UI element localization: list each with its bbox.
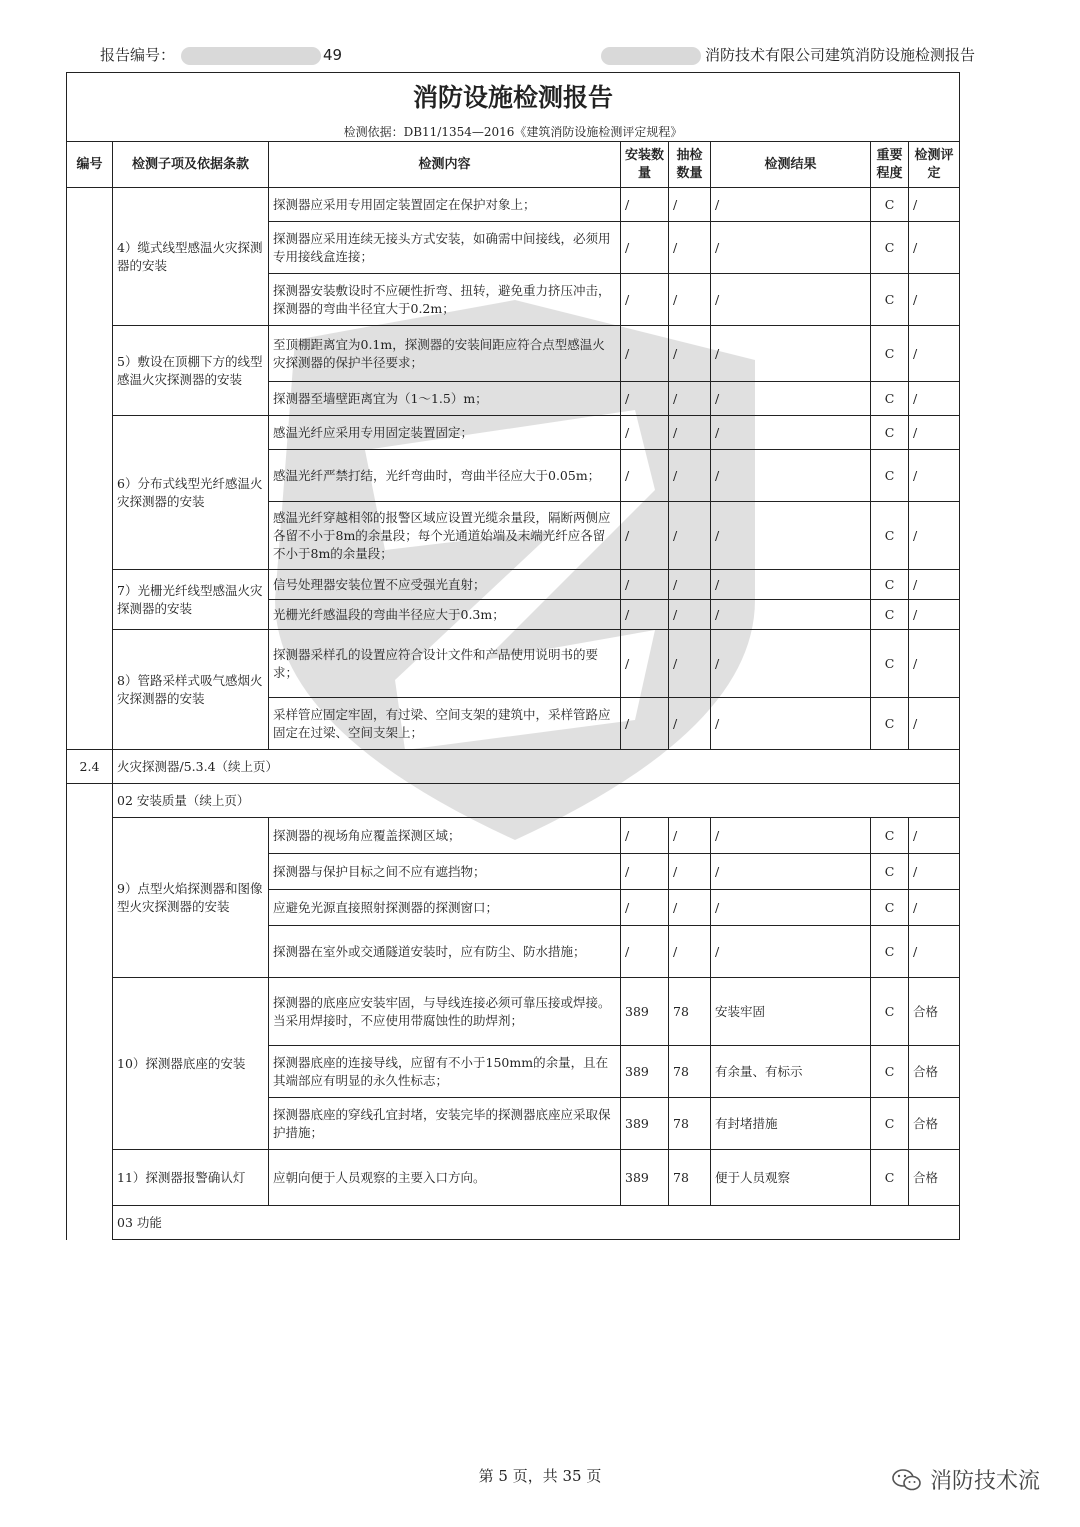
sample-qty-cell: / bbox=[669, 222, 711, 274]
groups2-body bbox=[67, 818, 960, 1206]
result-cell: / bbox=[711, 698, 871, 750]
result-cell: / bbox=[711, 274, 871, 326]
group-label: 6）分布式线型光纤感温火灾探测器的安装 bbox=[113, 416, 269, 570]
importance-cell: C bbox=[871, 416, 909, 450]
table-header-row bbox=[67, 142, 960, 188]
importance-cell: C bbox=[871, 818, 909, 854]
content-cell: 探测器的视场角应覆盖探测区域； bbox=[269, 818, 621, 854]
section-row bbox=[67, 750, 960, 784]
company-title bbox=[601, 44, 975, 65]
install-qty-cell: / bbox=[621, 926, 669, 978]
rating-cell: 合格 bbox=[909, 1150, 960, 1206]
col-header-result: 检测结果 bbox=[711, 142, 871, 188]
importance-cell: C bbox=[871, 382, 909, 416]
importance-cell: C bbox=[871, 890, 909, 926]
rating-cell: / bbox=[909, 188, 960, 222]
install-qty-cell: 389 bbox=[621, 1046, 669, 1098]
importance-cell: C bbox=[871, 450, 909, 502]
blank-cell bbox=[67, 818, 113, 1206]
rating-cell: / bbox=[909, 570, 960, 600]
group-label: 7）光栅光纤线型感温火灾探测器的安装 bbox=[113, 570, 269, 630]
content-cell: 应朝向便于人员观察的主要入口方向。 bbox=[269, 1150, 621, 1206]
report-table bbox=[66, 72, 960, 1240]
col-header-rating: 检测评定 bbox=[909, 142, 960, 188]
importance-cell: C bbox=[871, 570, 909, 600]
col-header-sample-qty: 抽检数量 bbox=[669, 142, 711, 188]
content-cell: 信号处理器安装位置不应受强光直射； bbox=[269, 570, 621, 600]
install-qty-cell: / bbox=[621, 698, 669, 750]
result-cell: / bbox=[711, 600, 871, 630]
table-row bbox=[67, 188, 960, 222]
install-qty-cell: / bbox=[621, 570, 669, 600]
report-basis: 检测依据：DB11/1354—2016《建筑消防设施检测评定规程》 bbox=[67, 123, 960, 142]
result-cell: / bbox=[711, 630, 871, 698]
rating-cell: / bbox=[909, 698, 960, 750]
rating-cell: / bbox=[909, 600, 960, 630]
content-cell: 感温光纤严禁打结，光纤弯曲时，弯曲半径应大于0.05m； bbox=[269, 450, 621, 502]
brand-name: 消防技术流 bbox=[929, 1469, 1040, 1494]
blank-cell bbox=[67, 1206, 113, 1240]
group-label: 5）敷设在顶棚下方的线型感温火灾探测器的安装 bbox=[113, 326, 269, 416]
group-label: 11）探测器报警确认灯 bbox=[113, 1150, 269, 1206]
redacted-block bbox=[181, 47, 321, 65]
report-number-suffix: 49 bbox=[323, 46, 343, 64]
content-cell: 探测器底座的穿线孔宜封堵，安装完毕的探测器底座应采取保护措施； bbox=[269, 1098, 621, 1150]
groups-body bbox=[67, 188, 960, 750]
sample-qty-cell: / bbox=[669, 818, 711, 854]
importance-cell: C bbox=[871, 1150, 909, 1206]
rating-cell: / bbox=[909, 222, 960, 274]
result-cell: 有封堵措施 bbox=[711, 1098, 871, 1150]
importance-cell: C bbox=[871, 926, 909, 978]
sample-qty-cell: / bbox=[669, 926, 711, 978]
table-row bbox=[67, 1150, 960, 1206]
wechat-icon bbox=[892, 1468, 922, 1492]
result-cell: / bbox=[711, 326, 871, 382]
importance-cell: C bbox=[871, 854, 909, 890]
install-qty-cell: / bbox=[621, 890, 669, 926]
table-row bbox=[67, 630, 960, 698]
result-cell: / bbox=[711, 818, 871, 854]
group-label: 4）缆式线型感温火灾探测器的安装 bbox=[113, 188, 269, 326]
group-label: 10）探测器底座的安装 bbox=[113, 978, 269, 1150]
rating-cell: / bbox=[909, 854, 960, 890]
install-qty-cell: 389 bbox=[621, 1098, 669, 1150]
table-row bbox=[67, 978, 960, 1046]
col-header-no: 编号 bbox=[67, 142, 113, 188]
rating-cell: 合格 bbox=[909, 1098, 960, 1150]
rating-cell: / bbox=[909, 274, 960, 326]
install-qty-cell: / bbox=[621, 326, 669, 382]
result-cell: / bbox=[711, 570, 871, 600]
table-row bbox=[67, 570, 960, 600]
rating-cell: / bbox=[909, 450, 960, 502]
install-qty-cell: / bbox=[621, 630, 669, 698]
sample-qty-cell: / bbox=[669, 600, 711, 630]
result-cell: / bbox=[711, 382, 871, 416]
importance-cell: C bbox=[871, 1098, 909, 1150]
result-cell: / bbox=[711, 890, 871, 926]
sample-qty-cell: 78 bbox=[669, 978, 711, 1046]
rating-cell: / bbox=[909, 926, 960, 978]
rating-cell: / bbox=[909, 416, 960, 450]
content-cell: 探测器与保护目标之间不应有遮挡物； bbox=[269, 854, 621, 890]
sample-qty-cell: / bbox=[669, 698, 711, 750]
rating-cell: / bbox=[909, 382, 960, 416]
page-header bbox=[100, 42, 975, 68]
subsection-title: 02 安装质量（续上页） bbox=[113, 784, 960, 818]
rating-cell: 合格 bbox=[909, 1046, 960, 1098]
result-cell: / bbox=[711, 854, 871, 890]
content-cell: 至顶棚距离宜为0.1m，探测器的安装间距应符合点型感温火灾探测器的保护半径要求； bbox=[269, 326, 621, 382]
importance-cell: C bbox=[871, 698, 909, 750]
sample-qty-cell: / bbox=[669, 630, 711, 698]
content-cell: 感温光纤应采用专用固定装置固定； bbox=[269, 416, 621, 450]
col-header-item: 检测子项及依据条款 bbox=[113, 142, 269, 188]
sample-qty-cell: / bbox=[669, 274, 711, 326]
sample-qty-cell: / bbox=[669, 326, 711, 382]
result-cell: 安装牢固 bbox=[711, 978, 871, 1046]
result-cell: / bbox=[711, 188, 871, 222]
subsection2-title: 03 功能 bbox=[113, 1206, 960, 1240]
col-header-install-qty: 安装数量 bbox=[621, 142, 669, 188]
sample-qty-cell: / bbox=[669, 382, 711, 416]
result-cell: / bbox=[711, 926, 871, 978]
report-number bbox=[100, 44, 342, 65]
rating-cell: 合格 bbox=[909, 978, 960, 1046]
sample-qty-cell: / bbox=[669, 570, 711, 600]
install-qty-cell: / bbox=[621, 450, 669, 502]
install-qty-cell: / bbox=[621, 818, 669, 854]
content-cell: 探测器的底座应安装牢固，与导线连接必须可靠压接或焊接。当采用焊接时，不应使用带腐蚀性的助焊剂； bbox=[269, 978, 621, 1046]
sample-qty-cell: / bbox=[669, 502, 711, 570]
content-cell: 探测器应采用专用固定装置固定在保护对象上； bbox=[269, 188, 621, 222]
install-qty-cell: / bbox=[621, 600, 669, 630]
table-row bbox=[67, 818, 960, 854]
sample-qty-cell: 78 bbox=[669, 1046, 711, 1098]
importance-cell: C bbox=[871, 502, 909, 570]
rating-cell: / bbox=[909, 630, 960, 698]
content-cell: 探测器至墙壁距离宜为（1～1.5）m； bbox=[269, 382, 621, 416]
result-cell: 有余量、有标示 bbox=[711, 1046, 871, 1098]
subsection-row bbox=[67, 784, 960, 818]
redacted-block bbox=[601, 47, 701, 65]
content-cell: 探测器在室外或交通隧道安装时，应有防尘、防水措施； bbox=[269, 926, 621, 978]
rating-cell: / bbox=[909, 890, 960, 926]
content-cell: 探测器安装敷设时不应硬性折弯、扭转，避免重力挤压冲击，探测器的弯曲半径宜大于0.2m； bbox=[269, 274, 621, 326]
rating-cell: / bbox=[909, 818, 960, 854]
importance-cell: C bbox=[871, 978, 909, 1046]
install-qty-cell: / bbox=[621, 188, 669, 222]
install-qty-cell: / bbox=[621, 274, 669, 326]
sample-qty-cell: / bbox=[669, 416, 711, 450]
install-qty-cell: / bbox=[621, 502, 669, 570]
install-qty-cell: / bbox=[621, 854, 669, 890]
content-cell: 光栅光纤感温段的弯曲半径应大于0.3m； bbox=[269, 600, 621, 630]
content-cell: 应避免光源直接照射探测器的探测窗口； bbox=[269, 890, 621, 926]
rating-cell: / bbox=[909, 502, 960, 570]
section-no: 2.4 bbox=[67, 750, 113, 784]
importance-cell: C bbox=[871, 630, 909, 698]
install-qty-cell: / bbox=[621, 222, 669, 274]
result-cell: / bbox=[711, 450, 871, 502]
sample-qty-cell: / bbox=[669, 854, 711, 890]
content-cell: 探测器应采用连续无接头方式安装，如确需中间接线，必须用专用接线盒连接； bbox=[269, 222, 621, 274]
section-title: 火灾探测器/5.3.4（续上页） bbox=[113, 750, 960, 784]
result-cell: / bbox=[711, 416, 871, 450]
sample-qty-cell: 78 bbox=[669, 1150, 711, 1206]
importance-cell: C bbox=[871, 600, 909, 630]
content-cell: 探测器底座的连接导线，应留有不小于150mm的余量，且在其端部应有明显的永久性标志； bbox=[269, 1046, 621, 1098]
sample-qty-cell: / bbox=[669, 450, 711, 502]
install-qty-cell: / bbox=[621, 416, 669, 450]
col-header-content: 检测内容 bbox=[269, 142, 621, 188]
report-title: 消防设施检测报告 bbox=[67, 73, 960, 124]
sample-qty-cell: 78 bbox=[669, 1098, 711, 1150]
sample-qty-cell: / bbox=[669, 188, 711, 222]
blank-cell bbox=[67, 784, 113, 818]
importance-cell: C bbox=[871, 222, 909, 274]
table-row bbox=[67, 416, 960, 450]
subsection2-row bbox=[67, 1206, 960, 1240]
table-row bbox=[67, 326, 960, 382]
content-cell: 感温光纤穿越相邻的报警区域应设置光缆余量段，隔断两侧应各留不小于8m的余量段；每个光通道始端及末端光纤应各留不小于8m的余量段； bbox=[269, 502, 621, 570]
brand-mark bbox=[892, 1464, 1040, 1495]
page-footer: 第 5 页，共 35 页 bbox=[478, 1467, 602, 1485]
install-qty-cell: / bbox=[621, 382, 669, 416]
sample-qty-cell: / bbox=[669, 890, 711, 926]
content-cell: 采样管应固定牢固，有过梁、空间支架的建筑中，采样管路应固定在过梁、空间支架上； bbox=[269, 698, 621, 750]
group-label: 8）管路采样式吸气感烟火灾探测器的安装 bbox=[113, 630, 269, 750]
result-cell: 便于人员观察 bbox=[711, 1150, 871, 1206]
importance-cell: C bbox=[871, 188, 909, 222]
company-title-text: 消防技术有限公司建筑消防设施检测报告 bbox=[704, 46, 975, 64]
result-cell: / bbox=[711, 222, 871, 274]
blank-cell bbox=[67, 188, 113, 750]
install-qty-cell: 389 bbox=[621, 978, 669, 1046]
report-number-label: 报告编号： bbox=[100, 46, 176, 64]
group-label: 9）点型火焰探测器和图像型火灾探测器的安装 bbox=[113, 818, 269, 978]
importance-cell: C bbox=[871, 274, 909, 326]
importance-cell: C bbox=[871, 1046, 909, 1098]
result-cell: / bbox=[711, 502, 871, 570]
install-qty-cell: 389 bbox=[621, 1150, 669, 1206]
rating-cell: / bbox=[909, 326, 960, 382]
content-cell: 探测器采样孔的设置应符合设计文件和产品使用说明书的要求； bbox=[269, 630, 621, 698]
importance-cell: C bbox=[871, 326, 909, 382]
col-header-importance: 重要程度 bbox=[871, 142, 909, 188]
